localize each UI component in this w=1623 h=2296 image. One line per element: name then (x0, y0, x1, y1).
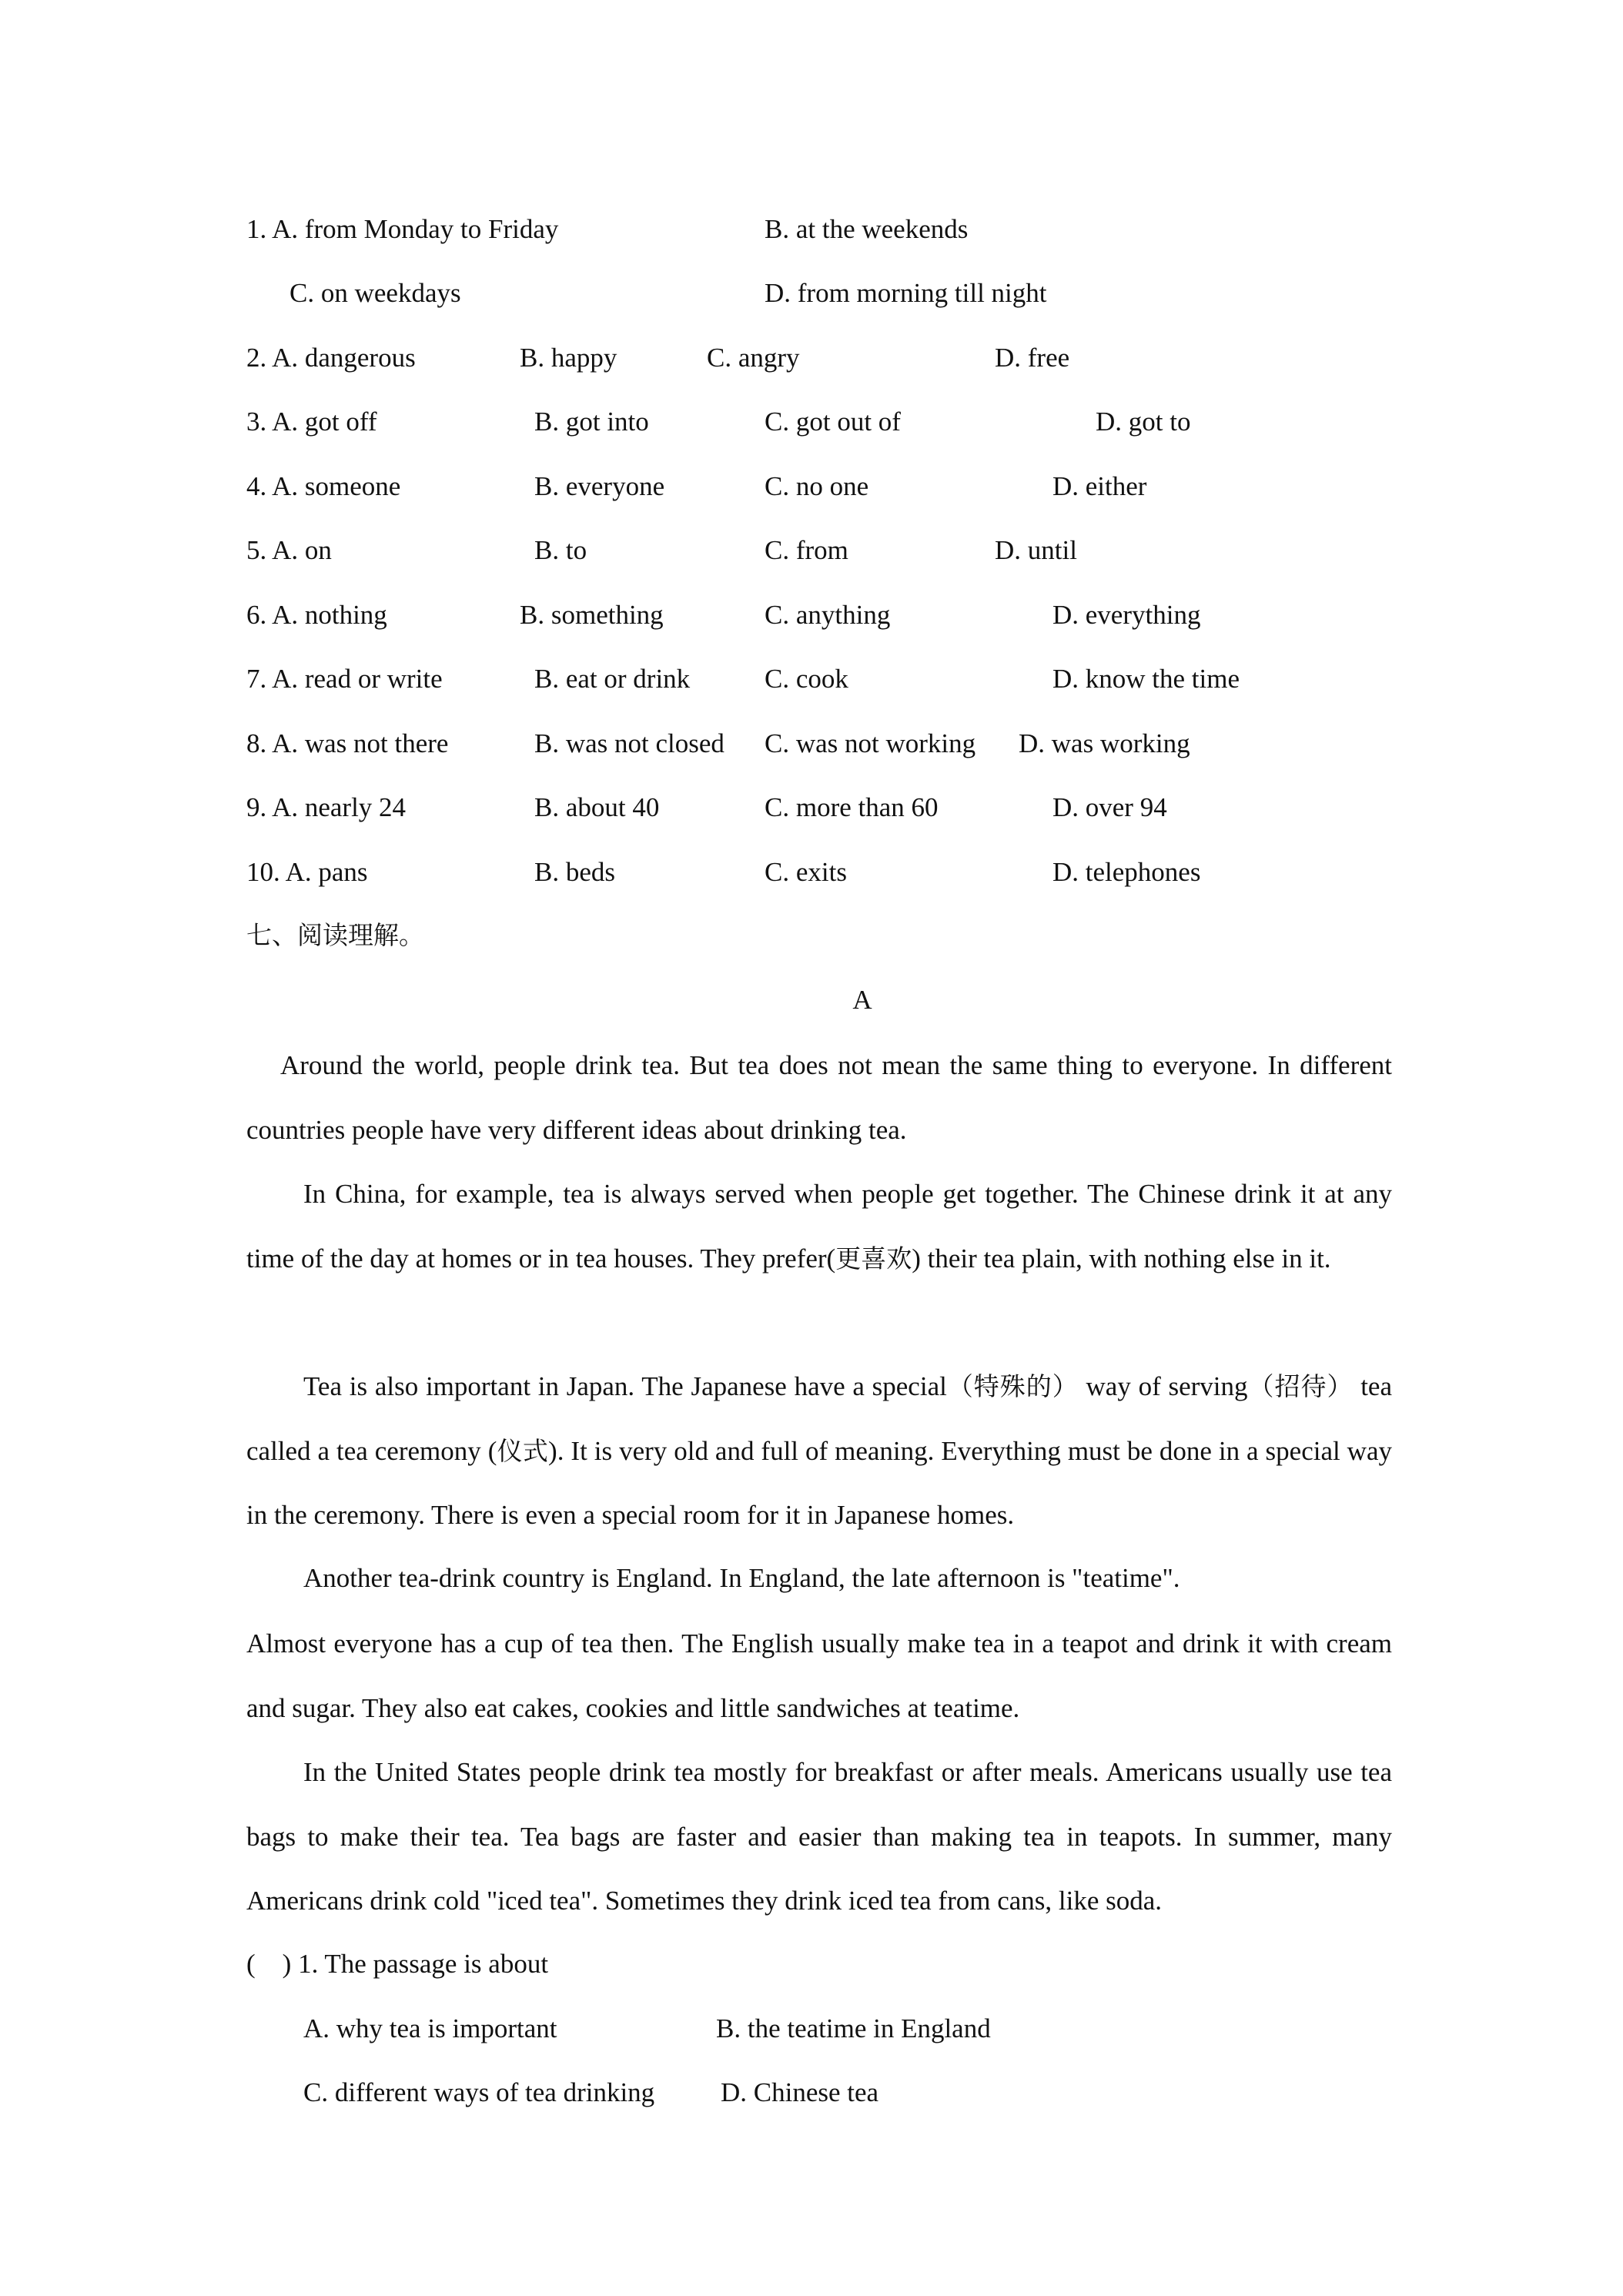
option-d: D. telephones (1052, 857, 1201, 887)
passage-paragraph-1: Around the world, people drink tea. But tea does not mean the same thing to everyone. In different countries people have very different ideas about drinking tea. (246, 1050, 1392, 1145)
option-b: B. got into (534, 407, 649, 437)
option-number: 7. (246, 664, 267, 694)
passage-title: A (852, 985, 872, 1015)
passage-paragraph-3 (246, 1354, 1392, 1548)
option-b: B. was not closed (534, 728, 724, 758)
option-row-4 (246, 471, 400, 502)
option-row-10 (246, 857, 368, 888)
option-b: B. eat or drink (534, 664, 691, 694)
option-row-6 (246, 600, 387, 631)
option-c: C. got out of (765, 407, 901, 437)
option-c: C. exits (765, 857, 847, 887)
answer-blank: ( ) (246, 1949, 292, 1979)
option-c: C. was not working (765, 728, 976, 758)
paragraph-text: Tea is also important in Japan. The Japanese have a special (303, 1371, 947, 1401)
chinese-gloss: （特殊的） (946, 1371, 1079, 1401)
option-b: B. to (534, 535, 587, 565)
passage-paragraph-5: In the United States people drink tea mostly for breakfast or after meals. Americans usually use tea bags to make their tea. Tea bags are faster and easier than making tea in teapots. In summer, many Americans drink cold "iced tea". Sometimes they drink iced tea from cans, like soda. (246, 1757, 1392, 1916)
option-a: A. from Monday to Friday (272, 214, 559, 244)
option-row-3 (246, 407, 377, 437)
option-d: D. everything (1052, 600, 1201, 630)
option-d: D. know the time (1052, 664, 1240, 694)
option-d: D. from morning till night (765, 278, 1047, 308)
option-number: 8. (246, 728, 267, 758)
option-d: D. over 94 (1052, 792, 1167, 822)
option-number: 6. (246, 600, 267, 630)
option-a: A. got off (272, 407, 377, 437)
option-d: D. until (995, 535, 1077, 565)
option-row-9 (246, 792, 406, 823)
option-d: D. was working (1019, 728, 1190, 758)
option-number: 9. (246, 792, 267, 822)
option-c: C. anything (765, 600, 891, 630)
option-c: C. cook (765, 664, 848, 694)
paragraph-text: In China, for example, tea is always served when people get together. The Chinese drink it at any time of the day at homes or in tea houses. They prefer( (246, 1179, 1392, 1274)
option-number: 3. (246, 407, 267, 437)
option-a: A. someone (272, 471, 401, 501)
option-b: B. beds (534, 857, 615, 887)
option-c: C. no one (765, 471, 869, 501)
option-number: 5. (246, 535, 267, 565)
chinese-gloss: （招待） (1247, 1371, 1354, 1401)
option-number: 1. (246, 214, 267, 244)
question-option-b: B. the teatime in England (716, 2013, 991, 2043)
option-number: 2. (246, 343, 267, 373)
option-b: B. about 40 (534, 792, 660, 822)
option-c: C. on weekdays (289, 278, 461, 308)
question-stem-line (246, 1949, 548, 1980)
option-a: A. nearly 24 (272, 792, 407, 822)
option-a: A. pans (285, 857, 368, 887)
option-row-5 (246, 535, 332, 566)
question-option-d: D. Chinese tea (721, 2077, 879, 2107)
section-heading: 七、阅读理解。 (246, 920, 424, 950)
option-d: D. free (995, 343, 1070, 373)
paragraph-text: way of serving (1078, 1371, 1248, 1401)
option-row-2 (246, 343, 416, 373)
option-row-1 (246, 214, 558, 245)
option-d: D. either (1052, 471, 1147, 501)
option-b: B. everyone (534, 471, 665, 501)
option-c: C. more than 60 (765, 792, 939, 822)
paragraph-text: ) their tea plain, with nothing else in it. (912, 1243, 1331, 1274)
passage-paragraph-4-line-1: Another tea-drink country is England. In England, the late afternoon is "teatime". (303, 1563, 1180, 1593)
question-stem: 1. The passage is about (298, 1949, 549, 1979)
option-row-7 (246, 664, 443, 694)
option-b: B. at the weekends (765, 214, 969, 244)
option-a: A. dangerous (272, 343, 416, 373)
option-row-8 (246, 728, 448, 759)
question-option-a: A. why tea is important (303, 2013, 557, 2043)
passage-paragraph-2 (246, 1162, 1392, 1290)
option-a: A. on (272, 535, 332, 565)
option-b: B. happy (520, 343, 617, 373)
option-a: A. read or write (272, 664, 443, 694)
option-c: C. angry (707, 343, 800, 373)
option-number: 10. (246, 857, 280, 887)
option-number: 4. (246, 471, 267, 501)
option-d: D. got to (1096, 407, 1191, 437)
chinese-gloss: 更喜欢 (835, 1243, 912, 1274)
option-c: C. from (765, 535, 848, 565)
chinese-gloss: 仪式 (497, 1435, 549, 1466)
option-a: A. was not there (272, 728, 449, 758)
option-a: A. nothing (272, 600, 387, 630)
paragraph-text: ). It is very old and full of meaning. Everything must be done in a special way in the ceremony. There is even a special room for it in Japanese homes. (246, 1435, 1392, 1530)
question-option-c: C. different ways of tea drinking (303, 2077, 655, 2107)
paragraph-text: tea called a tea ceremony ( (246, 1371, 1393, 1466)
option-b: B. something (520, 600, 664, 630)
passage-paragraph-4: Almost everyone has a cup of tea then. The English usually make tea in a teapot and drink it with cream and sugar. They also eat cakes, cookies and little sandwiches at teatime. (246, 1628, 1392, 1723)
